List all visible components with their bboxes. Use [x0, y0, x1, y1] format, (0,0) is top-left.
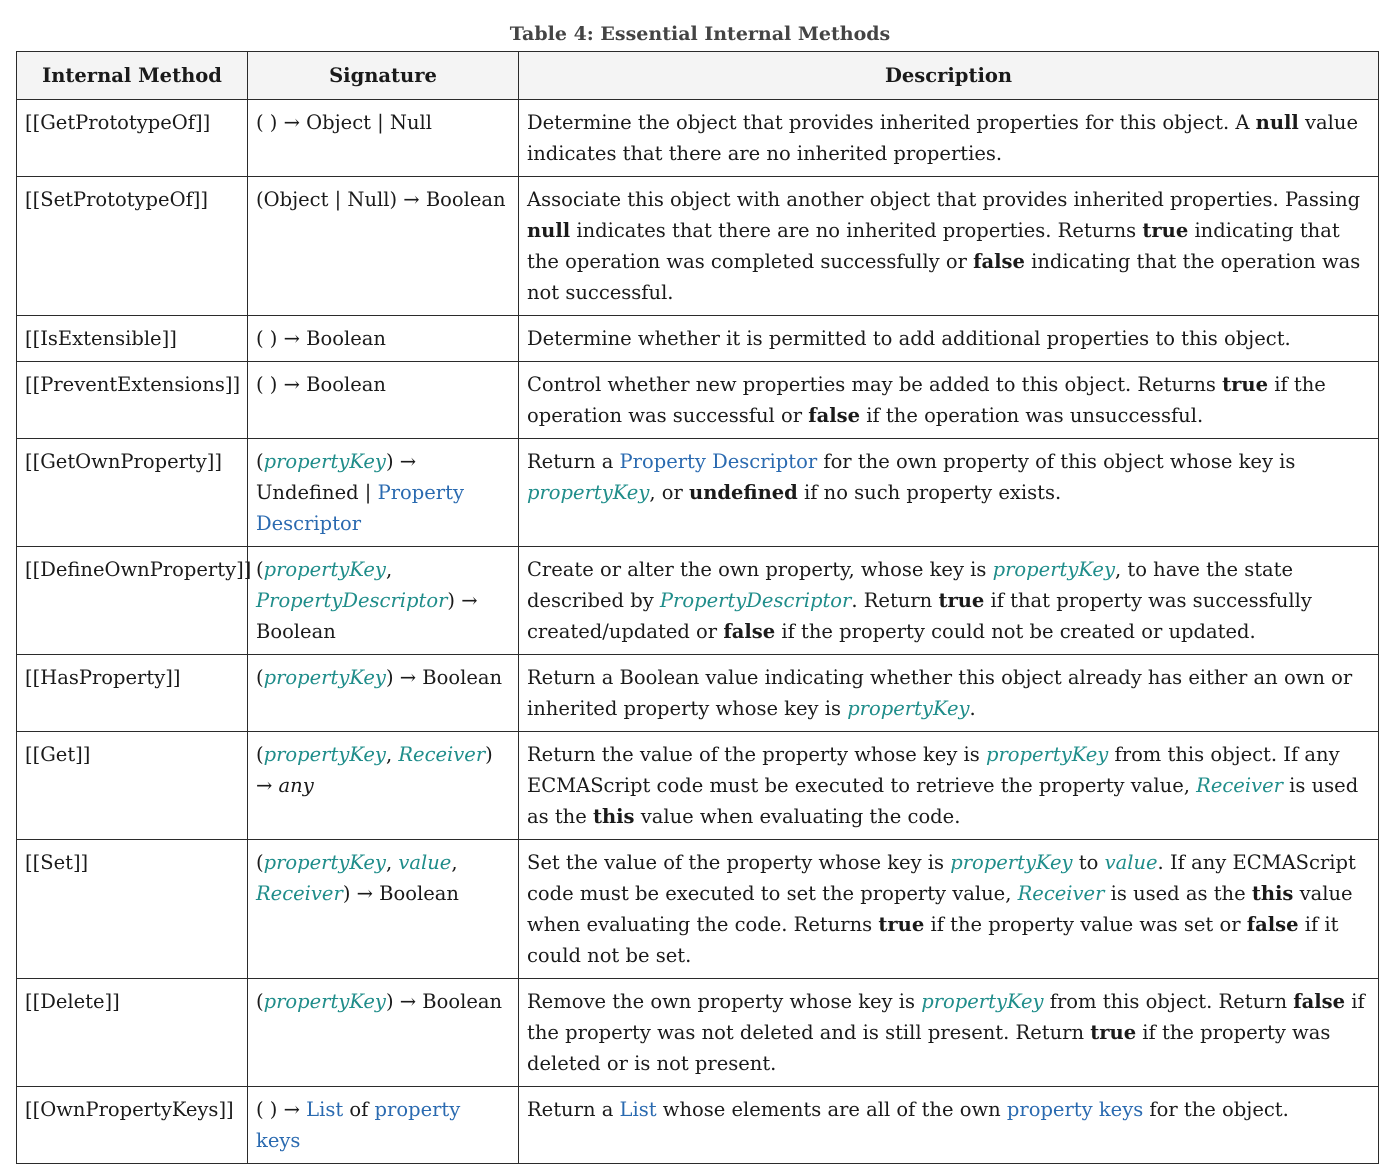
signature-text: ( ) → Boolean [256, 327, 386, 350]
variable-reference: PropertyDescriptor [659, 589, 852, 612]
keyword-emphasis: undefined [689, 481, 798, 504]
table-row [17, 439, 1379, 547]
keyword-emphasis: null [1255, 111, 1299, 134]
header-row [17, 52, 1379, 100]
method-name-cell: [[Get]] [17, 732, 248, 840]
description-text: value when evaluating the code. [634, 805, 961, 828]
description-text: Control whether new properties may be added to this object. Returns [527, 373, 1223, 396]
variable-reference: Receiver [1196, 774, 1283, 797]
keyword-emphasis: false [723, 620, 776, 643]
description-cell [519, 316, 1379, 362]
signature-cell [248, 840, 519, 979]
description-cell [519, 177, 1379, 316]
table-body [17, 100, 1379, 1164]
description-text: , or [649, 481, 690, 504]
description-cell [519, 547, 1379, 655]
spec-link[interactable]: List [619, 1098, 657, 1121]
method-name-cell: [[IsExtensible]] [17, 316, 248, 362]
variable-reference: Receiver [1017, 882, 1105, 905]
variable-reference: PropertyDescriptor [256, 589, 448, 612]
table-row [17, 979, 1379, 1087]
signature-cell [248, 1087, 519, 1164]
table-row [17, 316, 1379, 362]
description-cell [519, 732, 1379, 840]
keyword-emphasis: this [1251, 882, 1294, 905]
variable-reference: propertyKey [263, 666, 386, 689]
variable-reference: propertyKey [263, 743, 386, 766]
description-text: if the property could not be created or updated. [775, 620, 1256, 643]
variable-reference: propertyKey [847, 697, 970, 720]
description-text: Return the value of the property whose key is [527, 743, 986, 766]
signature-text: , [385, 851, 399, 874]
description-text: Associate this object with another object that provides inherited properties. Passing [527, 188, 1361, 211]
table-row [17, 362, 1379, 439]
table-row [17, 100, 1379, 177]
description-cell [519, 362, 1379, 439]
variable-reference: propertyKey [263, 990, 386, 1013]
description-text: if no such property exists. [797, 481, 1062, 504]
description-cell [519, 979, 1379, 1087]
signature-text: , [385, 743, 399, 766]
keyword-emphasis: false [1293, 990, 1346, 1013]
method-name-cell: [[SetPrototypeOf]] [17, 177, 248, 316]
description-text: if the property was deleted or is not present. [527, 1021, 1331, 1075]
description-text: Return a Boolean value indicating whether this object already has either an own or inherited property whose key is [527, 666, 1353, 720]
signature-text: ) → Boolean [342, 882, 459, 905]
signature-cell [248, 655, 519, 732]
signature-text: ( [256, 450, 264, 473]
variable-reference: propertyKey [527, 481, 650, 504]
variable-reference: Receiver [398, 743, 486, 766]
method-name-cell: [[GetOwnProperty]] [17, 439, 248, 547]
variable-reference: propertyKey [985, 743, 1109, 766]
description-text: , to have the state described by [527, 558, 1294, 612]
header-signature: Signature [248, 52, 519, 100]
keyword-emphasis: false [973, 250, 1025, 273]
description-text: to [1072, 851, 1105, 874]
signature-text: ( [256, 851, 264, 874]
description-cell [519, 1087, 1379, 1164]
signature-cell [248, 439, 519, 547]
table-row [17, 732, 1379, 840]
method-name-cell: [[Set]] [17, 840, 248, 979]
signature-text: , [451, 851, 458, 874]
table-row [17, 547, 1379, 655]
spec-link[interactable]: List [306, 1098, 344, 1121]
method-name-cell: [[Delete]] [17, 979, 248, 1087]
signature-cell [248, 732, 519, 840]
variable-reference: value [398, 851, 452, 874]
description-text: value indicates that there are no inherited properties. [527, 111, 1359, 165]
signature-cell [248, 547, 519, 655]
description-text: for the own property of this object whose key is [817, 450, 1296, 473]
table-row [17, 1087, 1379, 1164]
keyword-emphasis: false [1246, 913, 1299, 936]
description-text: if the property value was set or [924, 913, 1247, 936]
signature-text: ( ) → Object | Null [256, 111, 433, 134]
description-text: . Return [851, 589, 939, 612]
description-text: if the property was not deleted and is still present. Return [527, 990, 1365, 1044]
method-name-cell: [[PreventExtensions]] [17, 362, 248, 439]
description-cell [519, 655, 1379, 732]
description-text: Set the value of the property whose key is [527, 851, 951, 874]
description-cell [519, 100, 1379, 177]
table-row [17, 655, 1379, 732]
header-internal-method: Internal Method [17, 52, 248, 100]
variable-reference: Receiver [256, 882, 343, 905]
description-text: from this object. If any ECMAScript code must be executed to retrieve the property value, [527, 743, 1340, 797]
keyword-emphasis: true [1222, 373, 1269, 396]
variable-reference: value [1104, 851, 1158, 874]
keyword-emphasis: true [1090, 1021, 1137, 1044]
description-text: Return a [527, 450, 620, 473]
signature-cell [248, 316, 519, 362]
description-text: value when evaluating the code. Returns [527, 882, 1353, 936]
variable-reference: propertyKey [950, 851, 1073, 874]
keyword-emphasis: null [527, 219, 571, 242]
spec-link[interactable]: Property Descriptor [256, 481, 464, 535]
description-cell [519, 840, 1379, 979]
description-text: . If any ECMAScript code must be executed to set the property value, [527, 851, 1356, 905]
description-text: if the operation was unsuccessful. [860, 404, 1204, 427]
description-text: if that property was successfully created/updated or [527, 589, 1312, 643]
description-cell [519, 439, 1379, 547]
variable-reference: propertyKey [921, 990, 1044, 1013]
signature-text: of [343, 1098, 375, 1121]
description-text: if it could not be set. [527, 913, 1339, 967]
signature-text: ( [256, 666, 264, 689]
table-row [17, 177, 1379, 316]
method-name-cell: [[OwnPropertyKeys]] [17, 1087, 248, 1164]
description-text: from this object. Return [1043, 990, 1294, 1013]
spec-link[interactable]: property keys [1006, 1098, 1144, 1121]
variable-reference: propertyKey [263, 851, 386, 874]
signature-text: ) → Boolean [256, 589, 478, 643]
type-italic: any [278, 774, 314, 797]
description-text: is used as the [527, 774, 1359, 828]
signature-cell [248, 362, 519, 439]
method-name-cell: [[HasProperty]] [17, 655, 248, 732]
signature-text: ( [256, 990, 264, 1013]
description-text: Determine the object that provides inherited properties for this object. A [527, 111, 1256, 134]
description-text: whose elements are all of the own [656, 1098, 1007, 1121]
keyword-emphasis: true [1142, 219, 1189, 242]
internal-methods-table [16, 51, 1379, 1164]
method-name-cell: [[GetPrototypeOf]] [17, 100, 248, 177]
description-text: indicating that the operation was completed successfully or [527, 219, 1340, 273]
header-description: Description [519, 52, 1379, 100]
signature-text: ( ) → [256, 1098, 307, 1121]
signature-text: ) → Boolean [385, 666, 503, 689]
variable-reference: propertyKey [263, 558, 386, 581]
table-caption: Table 4: Essential Internal Methods [509, 23, 891, 45]
keyword-emphasis: this [592, 805, 635, 828]
signature-text: ( ) → Boolean [256, 373, 386, 396]
signature-cell [248, 177, 519, 316]
variable-reference: propertyKey [263, 450, 386, 473]
variable-reference: propertyKey [992, 558, 1115, 581]
table-row [17, 840, 1379, 979]
spec-link[interactable]: property keys [256, 1098, 461, 1152]
signature-cell [248, 979, 519, 1087]
description-text: for the object. [1143, 1098, 1289, 1121]
signature-cell [248, 100, 519, 177]
keyword-emphasis: true [938, 589, 985, 612]
signature-text: (Object | Null) → Boolean [256, 188, 506, 211]
description-text: Create or alter the own property, whose key is [527, 558, 993, 581]
description-text: if the operation was successful or [527, 373, 1326, 427]
description-text: . [969, 697, 976, 720]
signature-text: ) → Boolean [385, 990, 503, 1013]
signature-text: ) → Undefined | [256, 450, 417, 504]
signature-text: , [385, 558, 393, 581]
signature-text: ( [256, 743, 264, 766]
description-text: indicates that there are no inherited properties. Returns [570, 219, 1143, 242]
description-text: Remove the own property whose key is [527, 990, 922, 1013]
signature-text: ) → [256, 743, 493, 797]
keyword-emphasis: false [808, 404, 861, 427]
method-name-cell: [[DefineOwnProperty]] [17, 547, 248, 655]
description-text: is used as the [1104, 882, 1252, 905]
spec-link[interactable]: Property Descriptor [619, 450, 818, 473]
description-text: Determine whether it is permitted to add additional properties to this object. [527, 327, 1291, 350]
description-text: indicating that the operation was not successful. [527, 250, 1361, 304]
description-text: Return a [527, 1098, 620, 1121]
signature-text: ( [256, 558, 264, 581]
keyword-emphasis: true [878, 913, 925, 936]
